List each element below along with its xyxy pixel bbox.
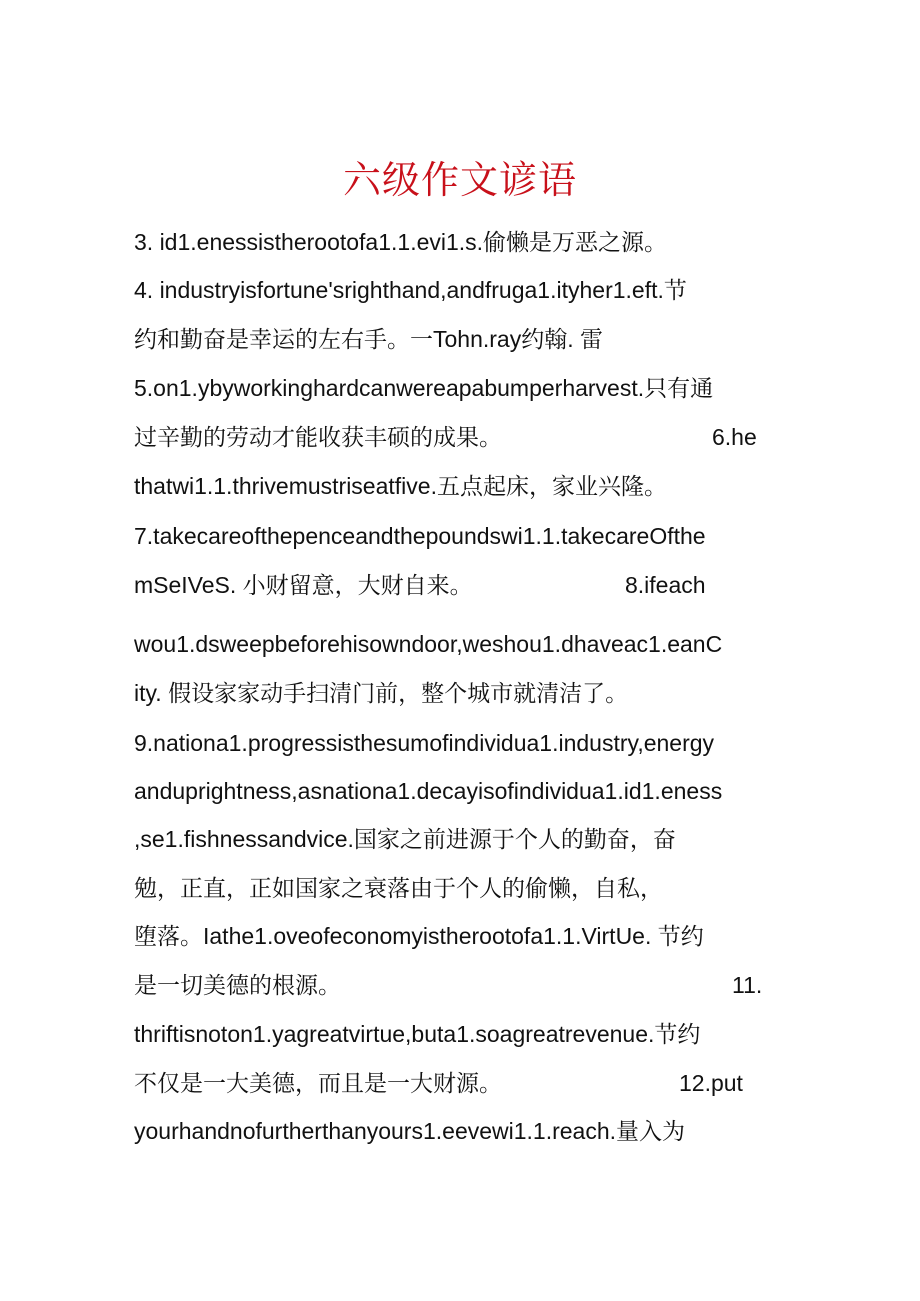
- text-line: 勉，正直，正如国家之衰落由于个人的偷懒，自私，: [134, 875, 663, 901]
- text-line: 7.takecareofthepenceandthepoundswi1.1.takecareOfthe: [134, 523, 706, 549]
- text-segment: mSeIVeS. 小财留意，大财自来。: [134, 572, 473, 598]
- text-segment: 是一切美德的根源。: [134, 972, 341, 998]
- text-line: [134, 963, 774, 1007]
- text-line: anduprightness,asnationa1.decayisofindividua1.id1.eness: [134, 778, 723, 804]
- text-line: 堕落。Iathe1.oveofeconomyistherootofa1.1.VirtUe. 节约: [134, 923, 704, 949]
- text-line: 5.on1.ybyworkinghardcanwereapabumperharvest.只有通: [134, 375, 714, 401]
- text-line: ,se1.fishnessandvice.国家之前进源于个人的勤奋，奋: [134, 826, 676, 852]
- text-line: 3. id1.enessistherootofa1.1.evi1.s.偷懒是万恶之源。: [134, 229, 668, 255]
- text-line: thriftisnoton1.yagreatvirtue,buta1.soagreatrevenue.节约: [134, 1021, 701, 1047]
- text-line: [134, 563, 734, 607]
- text-segment: 11.: [732, 972, 763, 998]
- text-segment: 8.ifeach: [625, 572, 706, 598]
- page-title: 六级作文谚语: [342, 158, 577, 202]
- text-segment: 6.he: [712, 424, 757, 450]
- text-line: thatwi1.1.thrivemustriseatfive.五点起床，家业兴隆。: [134, 473, 667, 499]
- text-line: 4. industryisfortune'srighthand,andfruga1.ityher1.eft.节: [134, 277, 687, 303]
- text-line: yourhandnofurtherthanyours1.eevewi1.1.reach.量入为: [134, 1118, 686, 1144]
- text-line: 9.nationa1.progressisthesumofindividua1.industry,energy: [134, 730, 715, 756]
- text-line: wou1.dsweepbeforehisowndoor,weshou1.dhaveac1.eanC: [134, 631, 723, 657]
- text-line: [134, 1061, 754, 1105]
- text-line: [134, 415, 774, 459]
- text-segment: 过辛勤的劳动才能收获丰硕的成果。: [134, 424, 502, 450]
- text-line: 约和勤奋是幸运的左右手。一Tohn.ray约翰. 雷: [134, 326, 603, 352]
- text-line: ity. 假设家家动手扫清门前，整个城市就清洁了。: [134, 680, 629, 706]
- text-segment: 不仅是一大美德，而且是一大财源。: [134, 1070, 502, 1096]
- text-segment: 12.put: [679, 1070, 743, 1096]
